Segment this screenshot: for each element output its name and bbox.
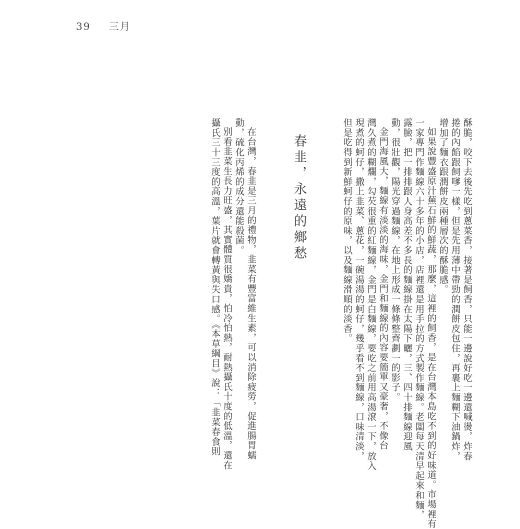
- text-column: 金門海風大，麵線有淡淡的海味，金門和麵線的內容要簡單又豪奢，不像台: [377, 127, 388, 451]
- section-title: 春韭，永遠的鄉愁: [291, 134, 306, 262]
- section-gap: [256, 118, 278, 448]
- body-text: [62, 118, 472, 529]
- section-gap: [318, 118, 340, 448]
- text-column: 動，很壯觀，陽光穿過麵線，在地上形成一條條整齊劃一的影子。: [389, 118, 400, 403]
- running-title: 三月: [108, 22, 131, 33]
- text-column: 在台灣，春韭是三月的禮物，韭菜有豐富維生素，可以消除疲勞，促進腸胃蠕: [245, 127, 256, 461]
- text-column: 露臉，把一排排跟人身高差不多長的麵線掛在太陽下曬，三、四十排麵線迎風: [401, 118, 412, 452]
- text-column: 攝氏三十三度的高溫，葉片就會轉黃與失口感。《本草綱目》說：「韭菜春食則: [209, 118, 220, 457]
- text-column: 一家專門作麵線六十多年的小店，店裡還是用手拉的方式製作麵線。老闆每天清早起來和麵，: [413, 118, 424, 520]
- text-column: 捲的內餡跟飼嗲一樣，但是先用薄中帶勁的潤餅皮包住，再裹上麵糊下油鍋炸，: [449, 118, 460, 461]
- text-column: 如果說豐盛原汁蕪石鮮的鮮蔬，那麼，這裡的飼香，是在台灣本島吃不到的好味道。市場裡有: [425, 127, 436, 529]
- page-number: 39: [76, 22, 91, 33]
- text-column: 增加了麵衣跟潤餅皮兩種層次的酥脆感。: [437, 118, 448, 295]
- text-column: 別看韭菜生長力旺盛，其實體質很嬌貴，怕冷怕熱，耐熱攝氏十度的低溫，還在: [221, 127, 232, 470]
- text-column: 但是吃得到新鮮蚵仔的原味，以及麵線滑順的淡香。: [341, 118, 352, 344]
- text-column: 動，硫化丙烯的成分還能殺菌。: [233, 118, 244, 256]
- text-column: 酥脆，咬下去後先吃到蔥菜香，接著是飼香，只能一邊說好吃一邊還喊燙，炸春: [461, 118, 472, 461]
- page-header: [76, 18, 131, 33]
- text-column: 現煮的蚵仔，撒上韭菜、蔥花，一碗湯湯的蚵仔，幾乎看不到麵線，口味清淡，: [353, 118, 364, 461]
- text-column: 灣久煮的糊爛，勾芡很重的紅麵線，金門是白麵線，要吃之前用高湯滾一下，放入: [365, 118, 376, 471]
